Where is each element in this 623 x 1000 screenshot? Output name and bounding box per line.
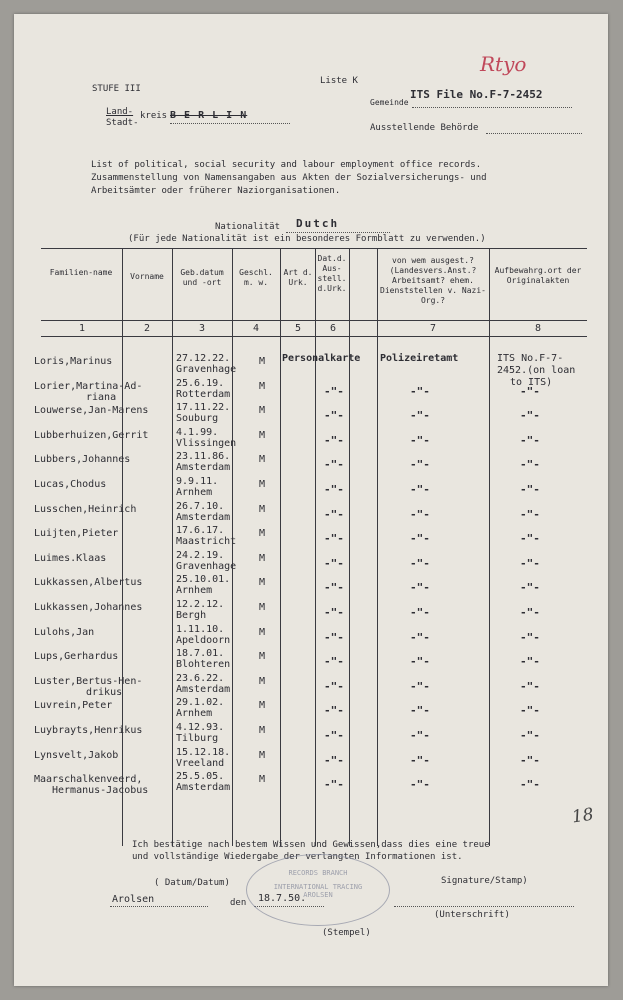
row-16-ditto-datum: -"- bbox=[324, 729, 344, 742]
row-1-name: Loris,Marinus bbox=[34, 356, 113, 367]
stamp-line-2: INTERNATIONAL TRACING bbox=[273, 883, 363, 891]
ausstellende-line bbox=[486, 133, 582, 134]
row-10-ditto-aufbewahrung: -"- bbox=[520, 581, 540, 595]
row-17-birth-date: 15.12.18. bbox=[176, 746, 231, 758]
col-divider-2 bbox=[172, 248, 173, 846]
row-7-ditto-datum: -"- bbox=[324, 507, 344, 521]
row-9-birth-place: Gravenhage bbox=[176, 560, 237, 572]
row-6-birth-place: Arnhem bbox=[176, 487, 213, 498]
row-12-name: Lulohs,Jan bbox=[34, 626, 95, 638]
row-8-birth-date: 17.6.17. bbox=[176, 525, 225, 537]
row-3-name: Louwerse,Jan-Marens bbox=[34, 405, 149, 417]
row-3-ditto-von-wem: -"- bbox=[410, 409, 430, 423]
col-divider-4 bbox=[280, 248, 281, 846]
row-3-sex: M bbox=[259, 405, 266, 417]
row-14-sex: M bbox=[259, 675, 266, 687]
stadt-label: Stadt- bbox=[106, 118, 139, 128]
nationality-label: Nationalität bbox=[215, 222, 281, 232]
row-11-ditto-aufbewahrung: -"- bbox=[520, 606, 540, 619]
kreis-label: kreis bbox=[140, 111, 168, 121]
row-1-art: Personalkarte bbox=[282, 353, 361, 364]
col-divider-1 bbox=[122, 248, 123, 846]
row-4-ditto-von-wem: -"- bbox=[410, 433, 430, 447]
row-5-name: Lubbers,Johannes bbox=[34, 454, 131, 466]
row-18-name-cont: Hermanus-Jacobus bbox=[52, 785, 149, 797]
nationality-value: Dutch bbox=[296, 217, 340, 230]
row-17-ditto-datum: -"- bbox=[324, 753, 344, 767]
row-8-ditto-aufbewahrung: -"- bbox=[520, 532, 540, 546]
row-18-sex: M bbox=[259, 774, 266, 786]
row-4-sex: M bbox=[259, 429, 266, 441]
row-2-birth-place: Rotterdam bbox=[176, 388, 231, 400]
row-15-name: Luvrein,Peter bbox=[34, 700, 113, 712]
intro-line-2: Zusammenstellung von Namensangaben aus Akten der Sozialversicherungs- und bbox=[91, 173, 487, 183]
row-11-ditto-von-wem: -"- bbox=[410, 606, 430, 619]
row-12-ditto-von-wem: -"- bbox=[410, 630, 430, 644]
row-3-birth-place: Souburg bbox=[176, 413, 219, 425]
row-5-birth-place: Amsterdam bbox=[176, 462, 231, 474]
row-15-birth-date: 29.1.02. bbox=[176, 697, 225, 709]
stempel-label: (Stempel) bbox=[322, 928, 371, 938]
signing-date: 18.7.50. bbox=[258, 893, 307, 904]
den-label: den bbox=[230, 898, 247, 908]
row-17-sex: M bbox=[259, 749, 266, 761]
row-1-sex: M bbox=[259, 356, 266, 367]
row-1-aufbewahrung-2: 2452.(on loan bbox=[497, 365, 576, 376]
official-stamp bbox=[246, 854, 390, 926]
row-15-ditto-aufbewahrung: -"- bbox=[520, 704, 540, 718]
row-16-sex: M bbox=[259, 725, 266, 736]
row-18-birth-date: 25.5.05. bbox=[176, 771, 225, 783]
row-18-ditto-datum: -"- bbox=[324, 778, 344, 792]
col-header-von-wem: von wem ausgest.? (Landesvers.Anst.? Arbeitsamt? ehem. Dienststellen v. Nazi-Org.? bbox=[380, 256, 486, 305]
signature-line bbox=[394, 906, 574, 907]
row-15-ditto-von-wem: -"- bbox=[410, 704, 430, 718]
row-14-name-cont: drikus bbox=[86, 686, 123, 698]
ausstellende-label: Ausstellende Behörde bbox=[370, 123, 479, 133]
col-divider-5 bbox=[315, 248, 316, 846]
row-15-ditto-datum: -"- bbox=[324, 704, 344, 718]
row-1-aufbewahrung-1: ITS No.F-7- bbox=[497, 353, 564, 364]
row-5-birth-date: 23.11.86. bbox=[176, 451, 231, 463]
row-13-birth-date: 18.7.01. bbox=[176, 648, 225, 660]
row-14-ditto-datum: -"- bbox=[324, 679, 344, 693]
col-header-vorname: Vorname bbox=[130, 272, 164, 281]
intro-line-1: List of political, social security and labour employment office records. bbox=[91, 160, 482, 170]
row-4-name: Lubberhuizen,Gerrit bbox=[34, 429, 149, 441]
row-2-name: Lorier,Martina-Ad- bbox=[34, 380, 143, 392]
row-9-ditto-datum: -"- bbox=[324, 556, 344, 570]
row-16-ditto-von-wem: -"- bbox=[410, 729, 430, 742]
stamp-line-3: AROLSEN bbox=[303, 891, 333, 899]
confirmation-line-1: Ich bestätige nach bestem Wissen und Gewissen,dass dies eine treue bbox=[132, 840, 490, 850]
row-7-sex: M bbox=[259, 503, 266, 515]
row-4-ditto-aufbewahrung: -"- bbox=[520, 433, 540, 447]
gemeinde-line bbox=[412, 107, 572, 108]
row-9-ditto-aufbewahrung: -"- bbox=[520, 556, 540, 570]
row-10-ditto-datum: -"- bbox=[324, 581, 344, 595]
stufe-label: STUFE III bbox=[92, 84, 141, 94]
liste-label: Liste K bbox=[320, 76, 358, 86]
row-14-birth-place: Amsterdam bbox=[176, 683, 231, 695]
row-1-von-wem: Polizeiretamt bbox=[380, 353, 459, 364]
row-4-birth-date: 4.1.99. bbox=[176, 426, 219, 438]
signing-place: Arolsen bbox=[112, 894, 155, 905]
row-7-ditto-von-wem: -"- bbox=[410, 507, 430, 521]
row-10-name: Lukkassen,Albertus bbox=[34, 577, 143, 589]
row-13-ditto-datum: -"- bbox=[324, 655, 344, 669]
row-1-birth-place: Gravenhage bbox=[176, 364, 237, 375]
row-8-sex: M bbox=[259, 528, 266, 540]
col-header-geschlecht: Geschl. m. w. bbox=[239, 268, 273, 287]
col-header-familienname: Familien-name bbox=[49, 268, 113, 277]
row-17-name: Lynsvelt,Jakob bbox=[34, 749, 119, 761]
row-17-ditto-von-wem: -"- bbox=[410, 753, 430, 767]
row-3-ditto-aufbewahrung: -"- bbox=[520, 409, 540, 423]
col-divider-8 bbox=[489, 248, 490, 846]
row-1-birth-date: 27.12.22. bbox=[176, 353, 231, 364]
document-page bbox=[14, 14, 608, 986]
row-10-birth-place: Arnhem bbox=[176, 585, 213, 597]
row-16-name: Luybrayts,Henrikus bbox=[34, 725, 143, 736]
row-12-sex: M bbox=[259, 626, 266, 638]
col-number-3: 3 bbox=[198, 323, 206, 334]
row-12-ditto-aufbewahrung: -"- bbox=[520, 630, 540, 644]
row-5-ditto-aufbewahrung: -"- bbox=[520, 458, 540, 472]
row-15-birth-place: Arnhem bbox=[176, 708, 213, 720]
row-5-sex: M bbox=[259, 454, 266, 466]
row-9-birth-date: 24.2.19. bbox=[176, 549, 225, 561]
row-4-ditto-datum: -"- bbox=[324, 433, 344, 447]
col-divider-7 bbox=[377, 248, 378, 846]
signature-label: Signature/Stamp) bbox=[441, 876, 528, 886]
handwritten-annotation: Rtyo bbox=[480, 52, 527, 76]
nationality-line bbox=[286, 232, 390, 233]
row-13-name: Lups,Gerhardus bbox=[34, 651, 119, 663]
row-14-ditto-aufbewahrung: -"- bbox=[520, 679, 540, 693]
row-1-aufbewahrung-3: to ITS) bbox=[510, 377, 553, 388]
kreis-value: B E R L I N bbox=[170, 110, 248, 121]
row-8-birth-place: Maastricht bbox=[176, 536, 237, 548]
place-line bbox=[110, 906, 208, 907]
row-11-name: Lukkassen,Johannes bbox=[34, 602, 143, 613]
row-10-sex: M bbox=[259, 577, 266, 589]
col-number-4: 4 bbox=[252, 323, 260, 334]
row-8-name: Luijten,Pieter bbox=[34, 528, 119, 540]
row-5-ditto-datum: -"- bbox=[324, 458, 344, 472]
col-header-geburt: Geb.datum und -ort bbox=[180, 268, 224, 287]
margin-number: 18 bbox=[570, 804, 595, 828]
row-12-birth-place: Apeldoorn bbox=[176, 634, 231, 646]
row-16-ditto-aufbewahrung: -"- bbox=[520, 729, 540, 742]
col-header-aufbewahrung: Aufbewahrg.ort der Originalakten bbox=[494, 266, 582, 285]
col-number-1: 1 bbox=[78, 323, 86, 334]
row-17-ditto-aufbewahrung: -"- bbox=[520, 753, 540, 767]
row-15-sex: M bbox=[259, 700, 266, 712]
row-3-ditto-datum: -"- bbox=[324, 409, 344, 423]
row-12-ditto-datum: -"- bbox=[324, 630, 344, 644]
col-header-art: Art d. Urk. bbox=[283, 268, 313, 287]
row-3-birth-date: 17.11.22. bbox=[176, 402, 231, 414]
its-file-number: ITS File No.F-7-2452 bbox=[410, 88, 543, 101]
intro-line-3: Arbeitsämter oder früherer Naziorganisationen. bbox=[91, 186, 341, 196]
land-label: Land- bbox=[106, 107, 134, 117]
row-6-ditto-aufbewahrung: -"- bbox=[520, 483, 540, 496]
gemeinde-label: Gemeinde bbox=[370, 98, 409, 107]
row-17-birth-place: Vreeland bbox=[176, 757, 225, 769]
row-13-ditto-aufbewahrung: -"- bbox=[520, 655, 540, 669]
row-2-birth-date: 25.6.19. bbox=[176, 377, 225, 389]
row-6-sex: M bbox=[259, 479, 266, 490]
kreis-line bbox=[170, 123, 290, 124]
datum-label: ( Datum/Datum) bbox=[154, 878, 230, 888]
row-14-birth-date: 23.6.22. bbox=[176, 672, 225, 684]
row-10-birth-date: 25.10.01. bbox=[176, 574, 231, 586]
row-2-ditto-von-wem: -"- bbox=[410, 384, 430, 398]
row-8-ditto-von-wem: -"- bbox=[410, 532, 430, 546]
row-7-ditto-aufbewahrung: -"- bbox=[520, 507, 540, 521]
row-18-ditto-aufbewahrung: -"- bbox=[520, 778, 540, 792]
col-header-datum: Dat.d. Aus-stell. d.Urk. bbox=[317, 254, 347, 293]
row-12-birth-date: 1.11.10. bbox=[176, 623, 225, 635]
row-2-ditto-datum: -"- bbox=[324, 384, 344, 398]
row-6-ditto-datum: -"- bbox=[324, 483, 344, 496]
row-9-ditto-von-wem: -"- bbox=[410, 556, 430, 570]
row-11-birth-date: 12.2.12. bbox=[176, 599, 225, 610]
row-18-name: Maarschalkenveerd, bbox=[34, 774, 143, 786]
row-10-ditto-von-wem: -"- bbox=[410, 581, 430, 595]
row-16-birth-date: 4.12.93. bbox=[176, 722, 225, 733]
row-6-name: Lucas,Chodus bbox=[34, 479, 107, 490]
col-number-7: 7 bbox=[429, 323, 437, 334]
row-13-birth-place: Blohteren bbox=[176, 659, 231, 671]
col-number-8: 8 bbox=[534, 323, 542, 334]
stamp-line-1: RECORDS BRANCH bbox=[288, 869, 348, 877]
row-13-sex: M bbox=[259, 651, 266, 663]
row-11-ditto-datum: -"- bbox=[324, 606, 344, 619]
col-number-6: 6 bbox=[329, 323, 337, 334]
row-8-ditto-datum: -"- bbox=[324, 532, 344, 546]
row-7-birth-place: Amsterdam bbox=[176, 511, 231, 523]
row-14-name: Luster,Bertus-Hen- bbox=[34, 675, 143, 687]
row-18-ditto-von-wem: -"- bbox=[410, 778, 430, 792]
row-2-name-cont: riana bbox=[86, 391, 117, 403]
row-9-sex: M bbox=[259, 552, 266, 564]
row-13-ditto-von-wem: -"- bbox=[410, 655, 430, 669]
col-number-5: 5 bbox=[294, 323, 302, 334]
row-6-birth-date: 9.9.11. bbox=[176, 476, 219, 487]
row-11-sex: M bbox=[259, 602, 266, 613]
row-2-ditto-aufbewahrung: -"- bbox=[520, 384, 540, 398]
row-7-birth-date: 26.7.10. bbox=[176, 500, 225, 512]
unterschrift-label: (Unterschrift) bbox=[434, 910, 510, 920]
row-9-name: Luimes.Klaas bbox=[34, 552, 107, 564]
row-11-birth-place: Bergh bbox=[176, 610, 207, 621]
confirmation-line-2: und vollständige Wiedergabe der verlangten Informationen ist. bbox=[132, 852, 463, 862]
nationality-note: (Für jede Nationalität ist ein besonderes Formblatt zu verwenden.) bbox=[128, 234, 486, 244]
row-5-ditto-von-wem: -"- bbox=[410, 458, 430, 472]
row-7-name: Lusschen,Heinrich bbox=[34, 503, 137, 515]
col-number-2: 2 bbox=[143, 323, 151, 334]
row-14-ditto-von-wem: -"- bbox=[410, 679, 430, 693]
row-2-sex: M bbox=[259, 380, 266, 392]
row-6-ditto-von-wem: -"- bbox=[410, 483, 430, 496]
row-18-birth-place: Amsterdam bbox=[176, 782, 231, 794]
row-4-birth-place: Vlissingen bbox=[176, 437, 237, 449]
row-16-birth-place: Tilburg bbox=[176, 733, 219, 744]
col-divider-6 bbox=[349, 248, 350, 846]
